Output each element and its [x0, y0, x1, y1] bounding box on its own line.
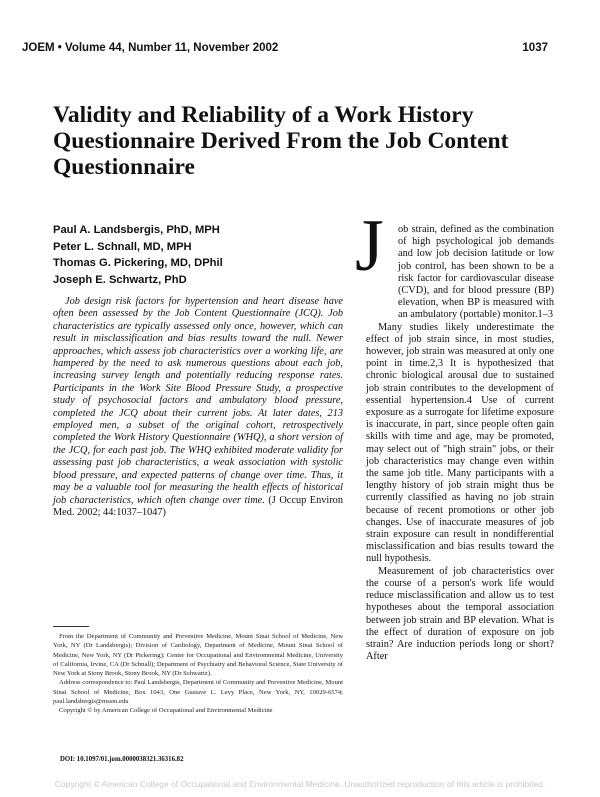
body-paragraph: Many studies likely underestimate the effect of job strain since, in most studies, however, job strain was measured at only one point in time.2,3 It is hypothesized that chronic biological arousal due to sustained job strain contributes to the development of essential hypertension.4 Use of current exposure as a surrogate for lifetime exposure is inaccurate, in part, since people often gain skills with time and age, may be promoted, may select out of "high strain" jobs, or their job characteristics may change even within the same job title. Many participants with a lengthy history of job strain might thus be currently classified as having no job strain because of recent promotions or other job changes. Use of inaccurate measures of job strain exposure can result in nondifferential misclassification and bias results toward the null hypothesis.	[366, 321, 554, 565]
correspondence-note: Address correspondence to: Paul Landsbergis, Department of Community and Preventive Medicine, Mount Sinai School of Medicine, Box 1043, One Gustave L. Levy Place, New York, NY, 10029-6574; paul.landsbergis@mssm.edu	[53, 679, 343, 706]
page-number: 1037	[522, 42, 548, 54]
copyright-note: Copyright © by American College of Occupational and Environmental Medicine	[59, 707, 273, 715]
author: Joseph E. Schwartz, PhD	[53, 273, 187, 286]
body-paragraph: Measurement of job characteristics over the course of a person's work life would reduce misclassification and allow us to test hypotheses about the temporal association between job strain and BP elevation. What is the effect of duration of exposure on job strain? Are induction periods long or short? After	[366, 565, 554, 663]
footnotes	[53, 632, 343, 716]
affiliations-note: From the Department of Community and Preventive Medicine, Mount Sinai School of Medicine, New York, NY (Dr Landsbergis); Division of Cardiology, Department of Medicine, Mount Sinai School of Medicine, New York, NY (Dr Pickering); Center for Occupational and Environmental Medicine, University of California, Irvine, CA (Dr Schnall); Department of Psychiatry and Behavioral Science, State University of New York at Stony Brook, Stony Brook, NY (Dr Schwartz).	[53, 633, 343, 678]
author: Peter L. Schnall, MD, MPH	[53, 240, 192, 253]
copyright-watermark: Copyright © American College of Occupational and Environmental Medicine. Unauthorized reproduction of this article is prohibited.	[54, 779, 546, 789]
abstract	[53, 296, 343, 519]
author: Thomas G. Pickering, MD, DPhil	[53, 257, 223, 269]
author: Paul A. Landsbergis, PhD, MPH	[53, 224, 220, 236]
doi: DOI: 10.1097/01.jom.0000038321.36316.82	[60, 756, 184, 763]
author-list	[53, 222, 223, 288]
journal-header: JOEM • Volume 44, Number 11, November 2002	[22, 42, 279, 54]
abstract-text: Job design risk factors for hypertension and heart disease have often been assessed by the Job Content Questionnaire (JCQ). Job characteristics are typically assessed only once, however, which can result in misclassification and bias results toward the null. Newer approaches, which assess job characteristics over a working life, are hampered by the need to ask numerous questions about each job, increasing survey length and potentially reducing response rates. Participants in the Work Site Blood Pressure Study, a prospective study of psychosocial factors and ambulatory blood pressure, completed the JCQ about their current jobs. At later dates, 213 employed men, a subset of the original cohort, retrospectively completed the Work History Questionnaire (WHQ), a short version of the JCQ, for each past job. The WHQ exhibited moderate validity for assessing past job characteristics, a weak association with systolic blood pressure, and expected patterns of change over time. Thus, it may be a valuable tool for measuring the health effects of historical job characteristics, which often change over time.	[53, 296, 343, 506]
drop-cap: J	[355, 205, 384, 287]
body-column	[366, 224, 554, 663]
abstract-citation: (J Occup Environ Med. 2002; 44:1037–1047)	[53, 494, 343, 518]
body-paragraph: ob strain, defined as the combination of high psychological job demands and low job decision latitude or low job control, has been shown to be a risk factor for cardiovascular disease (CVD), and for blood pressure (BP) elevation, when BP is measured with an ambulatory (portable) monitor.1–3	[398, 224, 554, 321]
article-title: Validity and Reliability of a Work History Questionnaire Derived From the Job Content Questionnaire	[53, 102, 509, 180]
footnote-divider	[53, 626, 89, 627]
